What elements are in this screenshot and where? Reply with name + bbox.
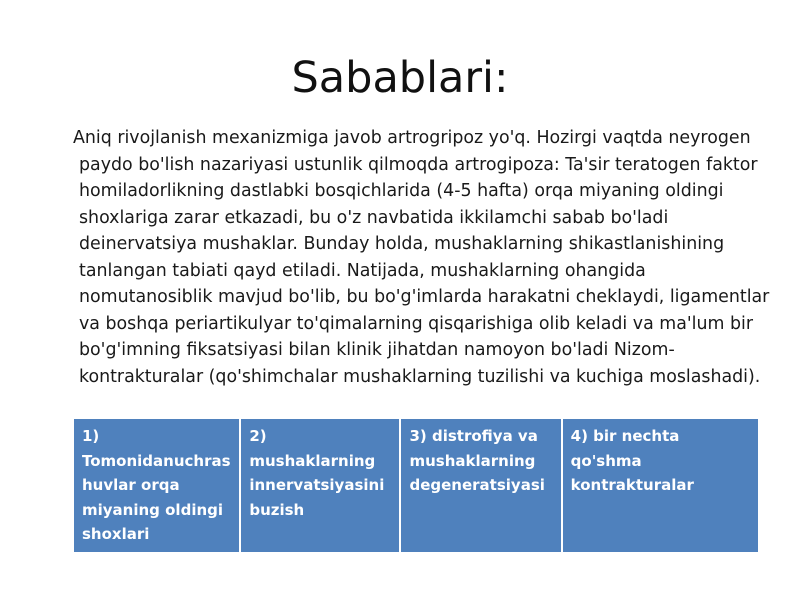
table-cell-4: 4) bir nechta qo'shma kontrakturalar (562, 419, 758, 552)
table-cell-1: 1) Tomonidanuchrashuvlar orqa miyaning oldingi shoxlari (74, 419, 240, 552)
body-paragraph: Aniq rivojlanish mexanizmiga javob artrogripoz yo'q. Hozirgi vaqtda neyrogen paydo bo'lish nazariyasi ustunlik qilmoqda artrogipoza: Ta'sir teratogen faktor homiladorlikning dastlabki bosqichlarida (4-5 hafta) orqa miyaning oldingi shoxlariga zarar etkazadi, bu o'z navbatida ikkilamchi sabab bo'ladi deinervatsiya mushaklar. Bunday holda, mushaklarning shikastlanishining tanlangan tabiati qayd etiladi. Natijada, mushaklarning ohangida nomutanosiblik mavjud bo'lib, bu bo'g'imlarda harakatni cheklaydi, ligamentlar va boshqa periartikulyar to'qimalarning qisqarishiga olib keladi va ma'lum bir bo'g'imning fiksatsiyasi bilan klinik jihatdan namoyon bo'ladi Nizom-kontrakturalar (qo'shimchalar mushaklarning tuzilishi va kuchiga moslashadi). (73, 128, 770, 387)
table-cell-2: 2) mushaklarning innervatsiyasini buzish (240, 419, 400, 552)
table-cell-3: 3) distrofiya va mushaklarning degeneratsiyasi (400, 419, 561, 552)
slide-title: Sabablari: (291, 53, 509, 103)
table-row (74, 419, 758, 552)
causes-table (74, 419, 758, 552)
